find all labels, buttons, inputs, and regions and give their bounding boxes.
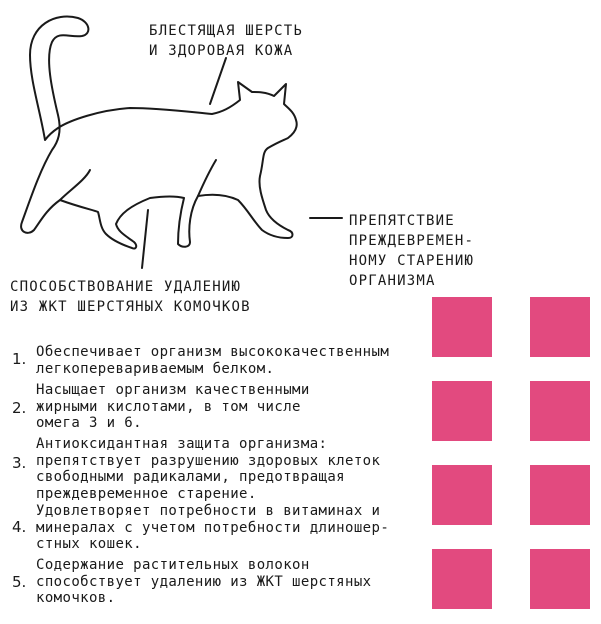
label-hairball-removal: СПОСОБСТВОВАНИЕ УДАЛЕНИЮ ИЗ ЖКТ ШЕРСТЯНЫХ КОМОЧКОВ xyxy=(10,279,251,315)
pink-square xyxy=(432,381,492,441)
cat-inner-leg-right xyxy=(198,160,216,196)
item-number: 2. xyxy=(12,399,27,417)
label-fur-skin: БЛЕСТЯЩАЯ ШЕРСТЬ И ЗДОРОВАЯ КОЖА xyxy=(149,23,304,59)
pink-square xyxy=(530,465,590,525)
item-text: Содержание растительных волокон способствует удалению из ЖКТ шерстяных комочков. xyxy=(36,557,372,606)
pointer-fur xyxy=(210,58,226,104)
item-text: Насыщает организм качественными жирными кислотами, в том числе омега 3 и 6. xyxy=(36,382,310,431)
item-number: 4. xyxy=(12,518,27,536)
item-text: Антиоксидантная защита организма: препятствует разрушению здоровых клеток свободными радикалами, предотвращая преждевременное старение. xyxy=(36,436,381,502)
item-number: 5. xyxy=(12,573,27,591)
item-number: 1. xyxy=(12,350,27,368)
label-anti-aging: ПРЕПЯТСТВИЕ ПРЕЖДЕВРЕМЕН- НОМУ СТАРЕНИЮ ОРГАНИЗМА xyxy=(349,213,475,289)
pink-square xyxy=(530,297,590,357)
cat-inner-leg-left xyxy=(60,170,90,200)
item-text: Удовлетворяет потребности в витаминах и минералах с учетом потребности длиношер- стных кошек. xyxy=(36,503,390,552)
pink-square xyxy=(432,549,492,609)
pink-square xyxy=(530,549,590,609)
item-text: Обеспечивает организм высококачественным легкоперевариваемым белком. xyxy=(36,344,390,377)
pink-square xyxy=(432,297,492,357)
pink-square xyxy=(432,465,492,525)
pink-square xyxy=(530,381,590,441)
item-number: 3. xyxy=(12,454,27,472)
pointer-hairball xyxy=(142,210,148,268)
